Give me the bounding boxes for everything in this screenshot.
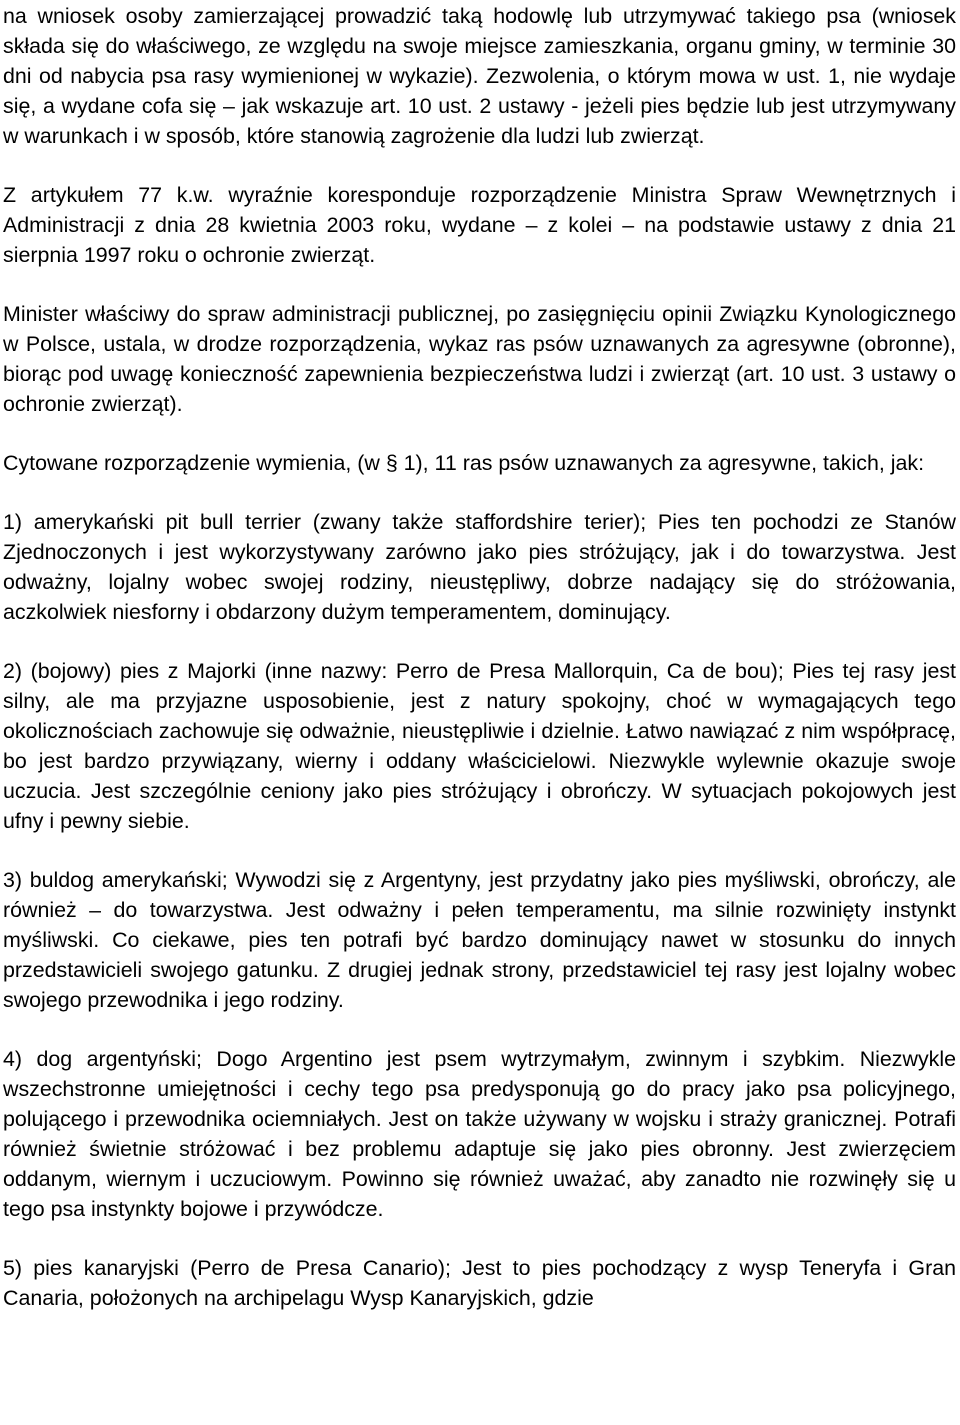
paragraph-article-77: Z artykułem 77 k.w. wyraźnie koresponduje rozporządzenie Ministra Spraw Wewnętrznych i Administracji z dnia 28 kwietnia 2003 roku, wydane – z kolei – na podstawie ustawy z dnia 21 sierpnia 1997 roku o ochronie zwierząt. [3, 183, 956, 267]
list-item-majorca-dog: 2) (bojowy) pies z Majorki (inne nazwy: Perro de Presa Mallorquin, Ca de bou); Pies tej rasy jest silny, ale ma przyjazne usposobienie, jest z natury spokojny, choć w wymagających tego okolicznościach zachowuje się odważnie, nieustępliwie i dzielnie. Łatwo nawiązać z nim współpracę, bo jest bardzo przywiązany, wierny i oddany właścicielowi. Niezwykle wylewnie okazuje swoje uczucia. Jest szczególnie ceniony jako pies stróżujący i obrończy. W sytuacjach pokojowych jest ufny i pewny siebie. [3, 659, 956, 833]
list-item-pit-bull: 1) amerykański pit bull terrier (zwany także staffordshire terier); Pies ten pochodzi ze Stanów Zjednoczonych i jest wykorzystywany zarówno jako pies stróżujący, jak i do towarzystwa. Jest odważny, lojalny wobec swojej rodziny, nieustępliwy, dobrze nadający się do stróżowania, aczkolwiek niesforny i obdarzony dużym temperamentem, dominujący. [3, 510, 956, 624]
paragraph-minister-regulation: Minister właściwy do spraw administracji publicznej, po zasięgnięciu opinii Związku Kynologicznego w Polsce, ustala, w drodze rozporządzenia, wykaz ras psów uznawanych za agresywne (obronne), biorąc pod uwagę konieczność zapewnienia bezpieczeństwa ludzi i zwierząt (art. 10 ust. 3 ustawy o ochronie zwierząt). [3, 302, 956, 416]
paragraph-breed-list-intro: Cytowane rozporządzenie wymienia, (w § 1), 11 ras psów uznawanych za agresywne, takich, jak: [3, 451, 925, 475]
list-item-dogo-argentino: 4) dog argentyński; Dogo Argentino jest psem wytrzymałym, zwinnym i szybkim. Niezwykle wszechstronne umiejętności i cechy tego psa predysponują go do pracy jako psa policyjnego, polującego i przewodnika ociemniałych. Jest on także używany w wojsku i straży granicznej. Potrafi również świetnie stróżować i bez problemu adaptuje się jako pies obronny. Jest zwierzęciem oddanym, wiernym i uczuciowym. Powinno się również uważać, aby zanadto nie rozwinęły się u tego psa instynkty bojowe i przywódcze. [3, 1047, 956, 1221]
list-item-canary-dog: 5) pies kanaryjski (Perro de Presa Canario); Jest to pies pochodzący z wysp Teneryfa i Gran Canaria, położonych na archipelagu Wysp Kanaryjskich, gdzie [3, 1256, 956, 1310]
document-page [3, 0, 956, 1342]
list-item-american-bulldog: 3) buldog amerykański; Wywodzi się z Argentyny, jest przydatny jako pies myśliwski, obrończy, ale również – do towarzystwa. Jest odważny i pełen temperamentu, ma silnie rozwinięty instynkt myśliwski. Co ciekawe, pies ten potrafi być bardzo dominujący nawet w stosunku do innych przedstawicieli swojego gatunku. Z drugiej jednak strony, przedstawiciel tej rasy jest lojalny wobec swojego przewodnika i jego rodziny. [3, 868, 956, 1012]
paragraph-permit-conditions: na wniosek osoby zamierzającej prowadzić taką hodowlę lub utrzymywać takiego psa (wniosek składa się do właściwego, ze względu na swoje miejsce zamieszkania, organu gminy, w terminie 30 dni od nabycia psa rasy wymienionej w wykazie). Zezwolenia, o którym mowa w ust. 1, nie wydaje się, a wydane cofa się – jak wskazuje art. 10 ust. 2 ustawy - jeżeli pies będzie lub jest utrzymywany w warunkach i w sposób, które stanowią zagrożenie dla ludzi lub zwierząt. [3, 4, 956, 148]
